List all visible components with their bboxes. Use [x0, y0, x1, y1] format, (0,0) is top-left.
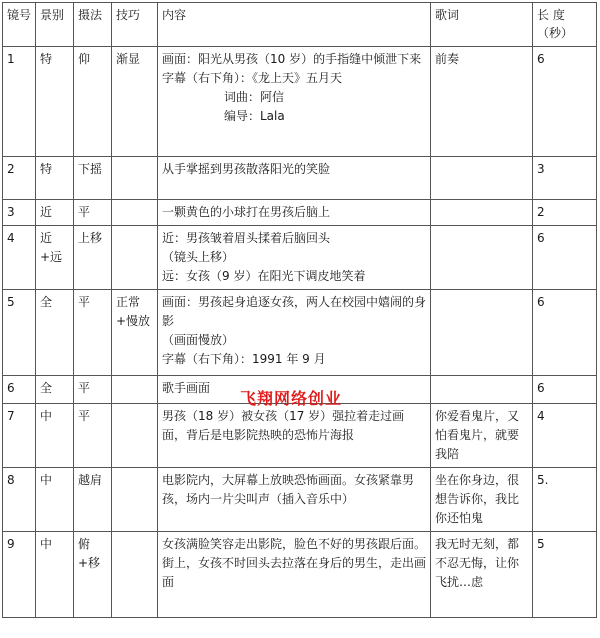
content-line: 从手掌摇到男孩散落阳光的笑脸	[162, 162, 331, 176]
cell-content	[158, 468, 431, 532]
cell-length: 5	[533, 532, 597, 618]
cell-shot-number: 3	[3, 200, 36, 226]
cell-length: 3	[533, 157, 597, 200]
content-line: 电影院内，大屏幕上放映恐怖画面。女孩紧靠男孩，场内一片尖叫声（插入音乐中）	[162, 473, 415, 506]
cell-shot-number: 9	[3, 532, 36, 618]
cell-length: 6	[533, 226, 597, 290]
content-line: 女孩满脸笑容走出影院，脸色不好的男孩跟后面。街上，女孩不时回头去拉落在身后的男生，走出画面	[162, 537, 427, 589]
cell-scene: 近+远	[36, 226, 74, 290]
header-length: 长 度（秒）	[533, 3, 597, 47]
content-line: 男孩（18 岁）被女孩（17 岁）强拉着走过画面，背后是电影院热映的恐怖片海报	[162, 409, 405, 442]
cell-camera: 平	[74, 290, 112, 376]
cell-lyrics	[431, 157, 533, 200]
header-technique: 技巧	[112, 3, 158, 47]
content-line: （画面慢放）	[162, 333, 235, 347]
cell-length: 6	[533, 290, 597, 376]
cell-scene: 中	[36, 532, 74, 618]
cell-lyrics	[431, 290, 533, 376]
cell-shot-number: 8	[3, 468, 36, 532]
cell-length: 6	[533, 376, 597, 404]
cell-content	[158, 226, 431, 290]
cell-shot-number: 4	[3, 226, 36, 290]
cell-technique: 正常+慢放	[112, 290, 158, 376]
cell-technique: 渐显	[112, 47, 158, 157]
cell-length: 6	[533, 47, 597, 157]
cell-scene: 近	[36, 200, 74, 226]
cell-technique	[112, 157, 158, 200]
table-row	[3, 290, 597, 376]
cell-content	[158, 200, 431, 226]
cell-lyrics	[431, 200, 533, 226]
cell-scene: 全	[36, 290, 74, 376]
cell-scene: 全	[36, 376, 74, 404]
cell-length: 4	[533, 404, 597, 468]
table-row	[3, 468, 597, 532]
cell-scene: 中	[36, 404, 74, 468]
content-line: 字幕（右下角）：《龙上天》五月天	[162, 71, 343, 85]
shot-script-table	[2, 2, 597, 618]
table-row	[3, 532, 597, 618]
cell-lyrics	[431, 226, 533, 290]
cell-lyrics: 坐在你身边，很想告诉你，我比你还怕鬼	[431, 468, 533, 532]
cell-content	[158, 404, 431, 468]
cell-camera: 越肩	[74, 468, 112, 532]
cell-content	[158, 157, 431, 200]
cell-camera: 平	[74, 404, 112, 468]
cell-technique	[112, 376, 158, 404]
cell-technique	[112, 226, 158, 290]
cell-length: 2	[533, 200, 597, 226]
header-row	[3, 3, 597, 47]
content-line: （镜头上移）	[162, 250, 235, 264]
content-line: 一颗黄色的小球打在男孩后脑上	[162, 205, 331, 219]
table-row	[3, 404, 597, 468]
cell-shot-number: 1	[3, 47, 36, 157]
cell-camera: 仰	[74, 47, 112, 157]
cell-camera: 下摇	[74, 157, 112, 200]
table-row	[3, 157, 597, 200]
cell-camera: 上移	[74, 226, 112, 290]
header-scene: 景别	[36, 3, 74, 47]
content-line: 远：女孩（9 岁）在阳光下调皮地笑着	[162, 269, 366, 283]
table-row	[3, 200, 597, 226]
cell-scene: 特	[36, 157, 74, 200]
cell-shot-number: 6	[3, 376, 36, 404]
cell-camera: 平	[74, 376, 112, 404]
header-camera: 摄法	[74, 3, 112, 47]
content-line: 画面：阳光从男孩（10 岁）的手指缝中倾泄下来	[162, 52, 422, 66]
cell-lyrics: 我无时无刻，都不忍无悔，让你飞扰…虑	[431, 532, 533, 618]
cell-length: 5.	[533, 468, 597, 532]
content-line: 字幕（右下角）：1991 年 9 月	[162, 352, 326, 366]
cell-content	[158, 532, 431, 618]
cell-camera: 俯+移	[74, 532, 112, 618]
cell-shot-number: 5	[3, 290, 36, 376]
cell-content	[158, 290, 431, 376]
cell-technique	[112, 468, 158, 532]
cell-technique	[112, 532, 158, 618]
cell-lyrics: 前奏	[431, 47, 533, 157]
cell-shot-number: 7	[3, 404, 36, 468]
content-line: 词曲：阿信	[224, 90, 285, 104]
table-body	[3, 47, 597, 618]
header-lyrics: 歌词	[431, 3, 533, 47]
header-shot-number: 镜号	[3, 3, 36, 47]
cell-lyrics	[431, 376, 533, 404]
table-row	[3, 226, 597, 290]
content-line: 编导：Lala	[224, 109, 285, 123]
content-line: 歌手画面	[162, 381, 211, 395]
content-line: 近：男孩皱着眉头揉着后脑回头	[162, 231, 331, 245]
cell-content	[158, 47, 431, 157]
content-line: 画面：男孩起身追逐女孩，两人在校园中嬉闹的身影	[162, 295, 427, 328]
cell-scene: 特	[36, 47, 74, 157]
cell-scene: 中	[36, 468, 74, 532]
header-content: 内容	[158, 3, 431, 47]
watermark-text: 飞翔网络创业	[240, 389, 343, 408]
cell-technique	[112, 200, 158, 226]
cell-lyrics: 你爱看鬼片，又怕看鬼片，就要我陪	[431, 404, 533, 468]
table-row	[3, 47, 597, 157]
cell-shot-number: 2	[3, 157, 36, 200]
cell-camera: 平	[74, 200, 112, 226]
cell-technique	[112, 404, 158, 468]
